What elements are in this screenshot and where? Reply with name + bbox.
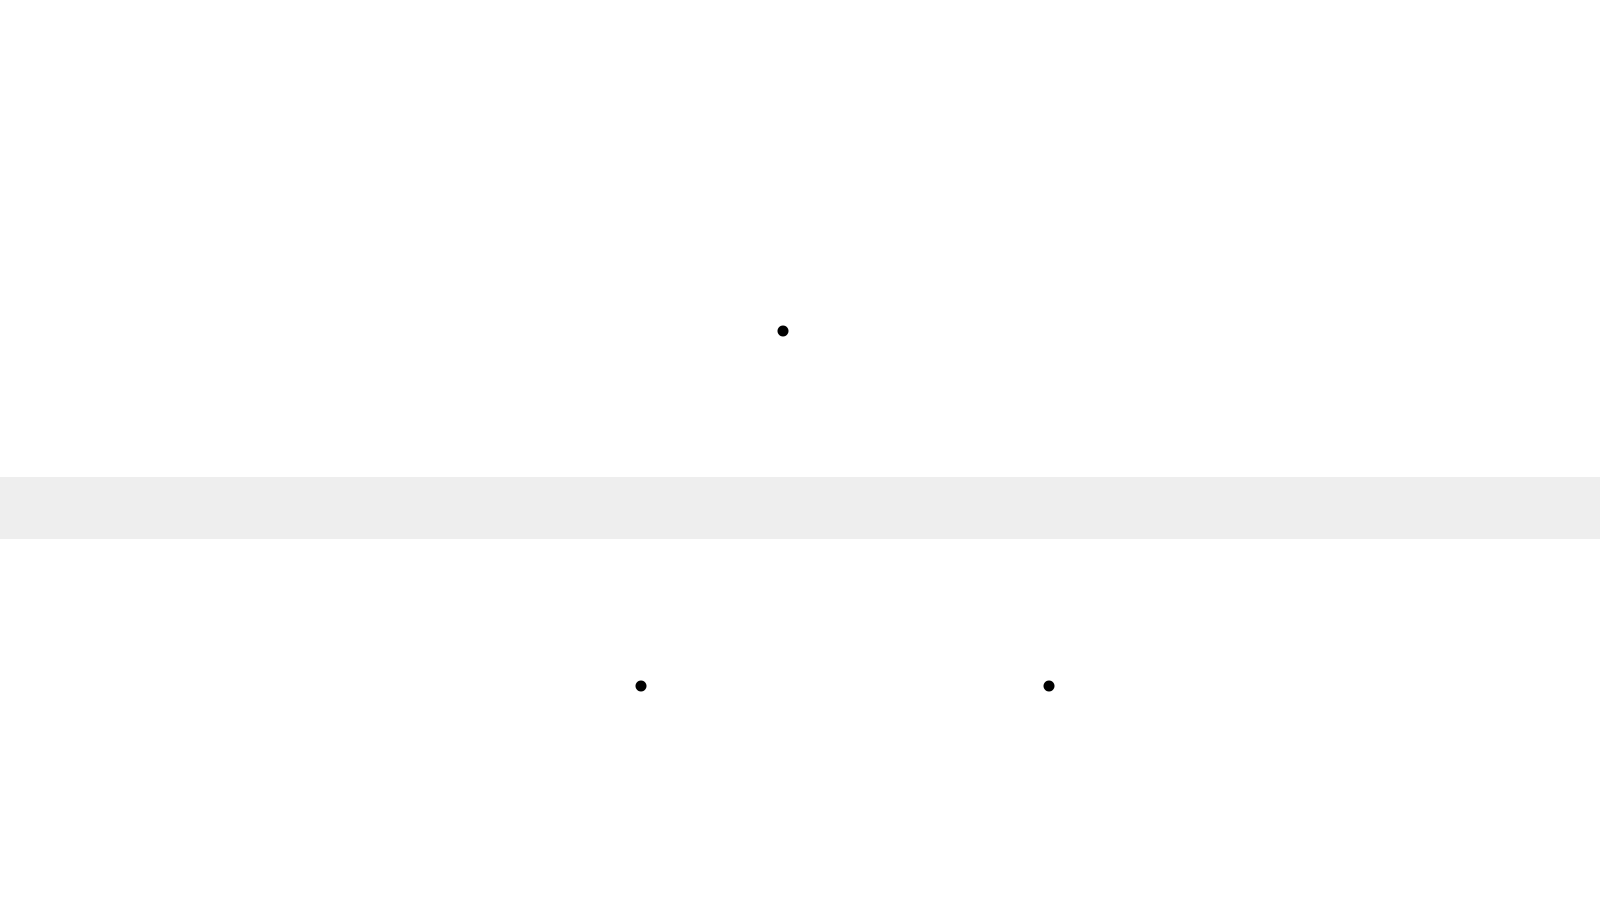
connector-dot-bottom-right — [1044, 681, 1055, 692]
connector-dot-bottom-left — [636, 681, 647, 692]
connector-dot-top — [778, 326, 789, 337]
